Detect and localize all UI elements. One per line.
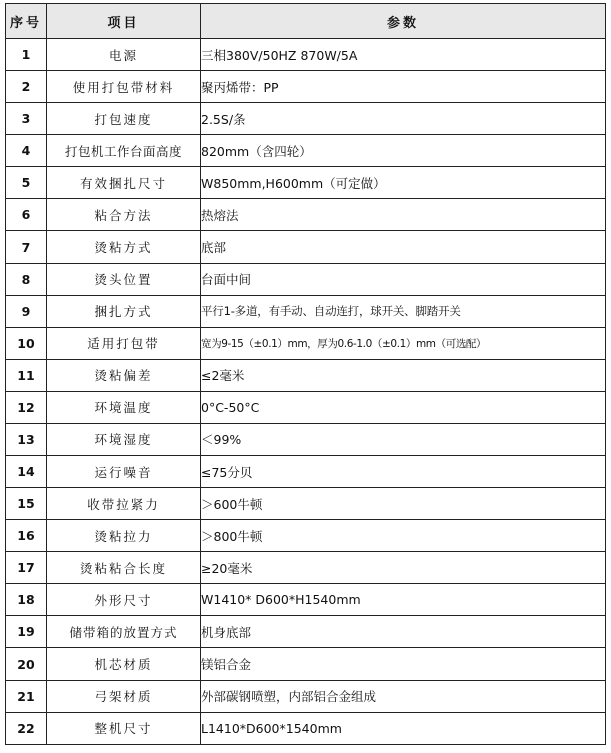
spec-table bbox=[5, 3, 606, 745]
row-number: 2 bbox=[6, 71, 47, 103]
row-number: 13 bbox=[6, 423, 47, 455]
row-param: 镁铝合金 bbox=[201, 648, 606, 680]
row-param: ≥20毫米 bbox=[201, 552, 606, 584]
table-row bbox=[6, 231, 606, 263]
row-number: 20 bbox=[6, 648, 47, 680]
row-param: 底部 bbox=[201, 231, 606, 263]
row-param: ＞800牛顿 bbox=[201, 520, 606, 552]
table-row bbox=[6, 103, 606, 135]
row-item: 打包速度 bbox=[47, 103, 201, 135]
table-row bbox=[6, 199, 606, 231]
row-number: 11 bbox=[6, 359, 47, 391]
row-item: 粘合方法 bbox=[47, 199, 201, 231]
header-no: 序号 bbox=[6, 4, 47, 39]
row-param: 热熔法 bbox=[201, 199, 606, 231]
row-number: 7 bbox=[6, 231, 47, 263]
table-row bbox=[6, 456, 606, 488]
table-row bbox=[6, 520, 606, 552]
table-row bbox=[6, 552, 606, 584]
row-param: 聚丙烯带：PP bbox=[201, 71, 606, 103]
row-number: 8 bbox=[6, 263, 47, 295]
row-item: 有效捆扎尺寸 bbox=[47, 167, 201, 199]
header-item: 项目 bbox=[47, 4, 201, 39]
table-row bbox=[6, 39, 606, 71]
row-number: 6 bbox=[6, 199, 47, 231]
row-param: 820mm（含四轮） bbox=[201, 135, 606, 167]
row-item: 弓架材质 bbox=[47, 680, 201, 712]
row-number: 17 bbox=[6, 552, 47, 584]
row-number: 15 bbox=[6, 488, 47, 520]
table-row bbox=[6, 712, 606, 744]
row-item: 机芯材质 bbox=[47, 648, 201, 680]
row-item: 烫粘粘合长度 bbox=[47, 552, 201, 584]
row-number: 1 bbox=[6, 39, 47, 71]
header-param: 参数 bbox=[201, 4, 606, 39]
row-number: 12 bbox=[6, 391, 47, 423]
row-number: 10 bbox=[6, 327, 47, 359]
table-row bbox=[6, 359, 606, 391]
table-row bbox=[6, 423, 606, 455]
row-item: 整机尺寸 bbox=[47, 712, 201, 744]
row-item: 环境湿度 bbox=[47, 423, 201, 455]
row-number: 22 bbox=[6, 712, 47, 744]
row-param: ≤2毫米 bbox=[201, 359, 606, 391]
row-item: 电源 bbox=[47, 39, 201, 71]
row-number: 14 bbox=[6, 456, 47, 488]
table-row bbox=[6, 295, 606, 327]
row-param: 平行1-多道，有手动、自动连打，球开关、脚踏开关 bbox=[201, 295, 606, 327]
row-param: ≤75分贝 bbox=[201, 456, 606, 488]
row-param: L1410*D600*1540mm bbox=[201, 712, 606, 744]
row-param: 0°C-50°C bbox=[201, 391, 606, 423]
table-row bbox=[6, 680, 606, 712]
row-item: 捆扎方式 bbox=[47, 295, 201, 327]
table-row bbox=[6, 135, 606, 167]
row-item: 打包机工作台面高度 bbox=[47, 135, 201, 167]
row-item: 烫粘方式 bbox=[47, 231, 201, 263]
row-item: 烫粘偏差 bbox=[47, 359, 201, 391]
row-param: 宽为9-15（±0.1）mm，厚为0.6-1.0（±0.1）mm（可选配） bbox=[201, 327, 606, 359]
table-row bbox=[6, 391, 606, 423]
row-param: 外部碳钢喷塑，内部铝合金组成 bbox=[201, 680, 606, 712]
table-row bbox=[6, 71, 606, 103]
row-number: 4 bbox=[6, 135, 47, 167]
row-param: W1410* D600*H1540mm bbox=[201, 584, 606, 616]
row-item: 适用打包带 bbox=[47, 327, 201, 359]
row-item: 储带箱的放置方式 bbox=[47, 616, 201, 648]
row-item: 烫头位置 bbox=[47, 263, 201, 295]
row-number: 18 bbox=[6, 584, 47, 616]
row-item: 运行噪音 bbox=[47, 456, 201, 488]
row-number: 19 bbox=[6, 616, 47, 648]
row-param: 台面中间 bbox=[201, 263, 606, 295]
row-param: 机身底部 bbox=[201, 616, 606, 648]
row-number: 16 bbox=[6, 520, 47, 552]
header-row bbox=[6, 4, 606, 39]
row-item: 收带拉紧力 bbox=[47, 488, 201, 520]
row-param: 2.5S/条 bbox=[201, 103, 606, 135]
row-number: 3 bbox=[6, 103, 47, 135]
table-row bbox=[6, 167, 606, 199]
row-number: 5 bbox=[6, 167, 47, 199]
table-row bbox=[6, 263, 606, 295]
row-item: 使用打包带材料 bbox=[47, 71, 201, 103]
row-item: 外形尺寸 bbox=[47, 584, 201, 616]
table-row bbox=[6, 584, 606, 616]
row-number: 9 bbox=[6, 295, 47, 327]
table-row bbox=[6, 648, 606, 680]
row-param: W850mm,H600mm（可定做） bbox=[201, 167, 606, 199]
table-row bbox=[6, 327, 606, 359]
row-item: 环境温度 bbox=[47, 391, 201, 423]
row-param: 三相380V/50HZ 870W/5A bbox=[201, 39, 606, 71]
table-row bbox=[6, 488, 606, 520]
row-number: 21 bbox=[6, 680, 47, 712]
row-param: ＜99% bbox=[201, 423, 606, 455]
row-item: 烫粘拉力 bbox=[47, 520, 201, 552]
row-param: ＞600牛顿 bbox=[201, 488, 606, 520]
table-row bbox=[6, 616, 606, 648]
